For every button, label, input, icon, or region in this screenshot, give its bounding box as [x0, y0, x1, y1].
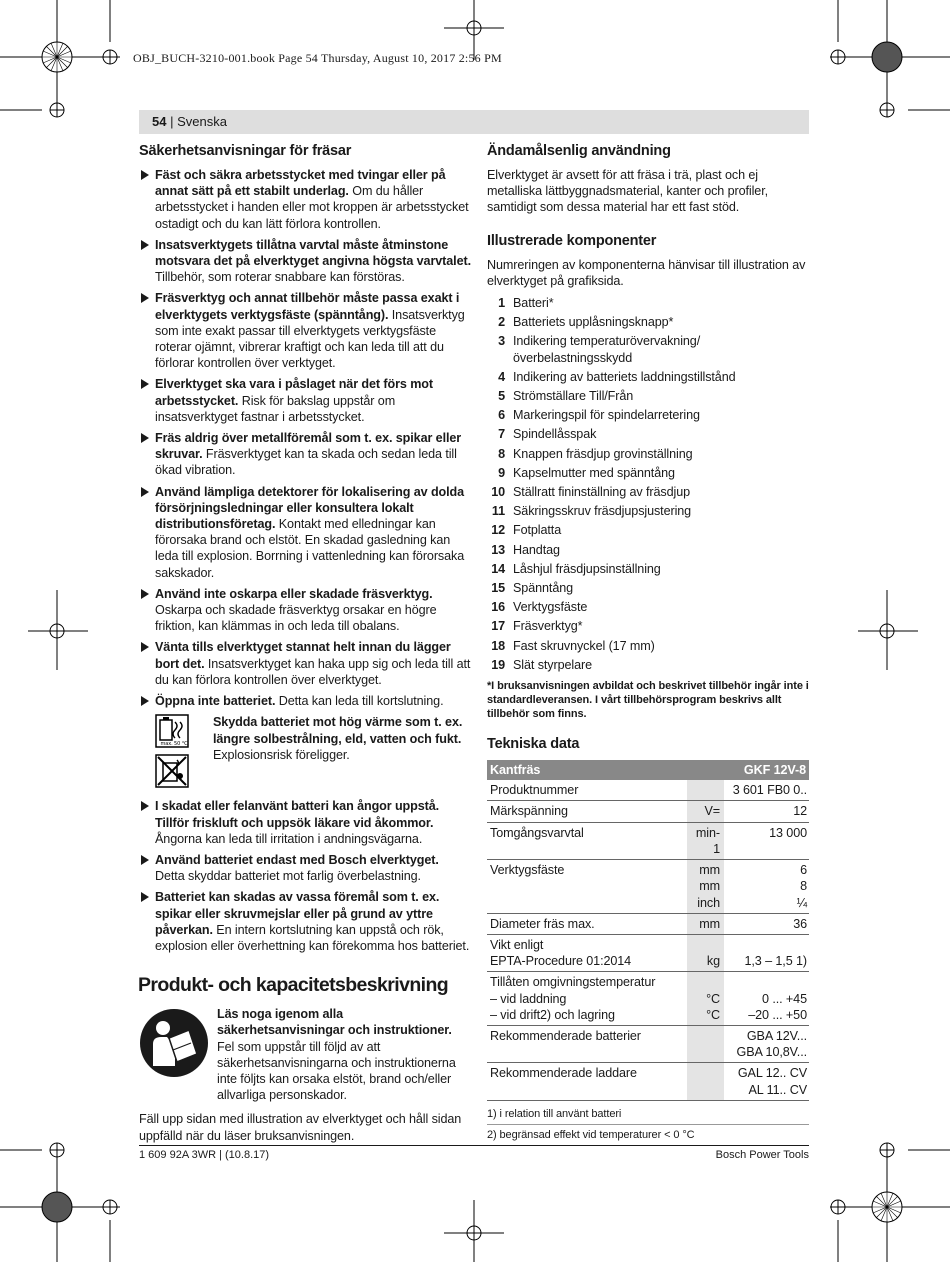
tech-label: Produktnummer — [487, 780, 687, 801]
safety-bullet — [139, 798, 471, 847]
component-label: Verktygsfäste — [513, 600, 588, 615]
tech-table-head — [487, 760, 809, 780]
bullet-triangle-icon — [141, 589, 149, 599]
bullet-triangle-icon — [141, 240, 149, 250]
component-item — [487, 388, 809, 404]
tech-unit — [687, 780, 724, 801]
tech-unit — [687, 1025, 724, 1062]
tech-head-value: GKF 12V-8 — [724, 760, 809, 780]
page-number: 54 — [152, 114, 167, 129]
tech-row — [487, 801, 809, 822]
component-number: 17 — [491, 619, 505, 634]
tech-row — [487, 934, 809, 971]
read-manual-icon — [139, 1008, 209, 1078]
component-number: 13 — [491, 542, 505, 557]
component-label: Slät styrpelare — [513, 657, 592, 672]
component-label: Låshjul fräsdjupsinställning — [513, 561, 661, 576]
tech-title: Tekniska data — [487, 736, 580, 753]
read-bold: Läs noga igenom alla säkerhetsanvisningar och instruktioner. — [217, 1007, 452, 1038]
bullet-bold: Använd lämpliga detektorer för lokalisering av dolda försörjningsledningar eller konsultera lokalt distributionsföretag. — [155, 484, 465, 532]
bullet-text: Detta skyddar batteriet mot farlig överbelastning. — [155, 869, 421, 884]
safety-bullet — [139, 167, 471, 232]
footer-left: 1 609 92A 3WR | (10.8.17) — [139, 1149, 270, 1161]
tech-label: Vikt enligt EPTA-Procedure 01:2014 — [487, 934, 687, 971]
safety-bullet — [139, 852, 471, 884]
tech-label: Verktygsfäste — [487, 860, 687, 914]
tech-label: Rekommenderade laddare — [487, 1063, 687, 1100]
component-label: Markeringspil för spindelarretering — [513, 408, 700, 423]
battery-warning — [155, 714, 471, 792]
bullet-text: Fräsverktyget kan ta skada och sedan leda till ökad vibration. — [155, 447, 457, 478]
component-label: Fräsverktyg* — [513, 619, 583, 634]
component-number: 16 — [491, 600, 505, 615]
bullet-text: Insatsverktyget kan haka upp sig och leda till att du kan förlora kontrollen över elverktyget. — [155, 656, 471, 687]
tech-value: 3 601 FB0 0.. — [724, 780, 809, 801]
component-item — [487, 446, 809, 462]
bullet-triangle-icon — [141, 293, 149, 303]
components-list — [487, 295, 809, 673]
component-item — [487, 522, 809, 538]
bullet-triangle-icon — [141, 170, 149, 180]
tech-label: Diameter fräs max. — [487, 913, 687, 934]
tech-head-label: Kantfräs — [487, 760, 687, 780]
component-number: 8 — [498, 446, 505, 461]
safety-bullet — [139, 484, 471, 581]
safety-bullet — [139, 290, 471, 371]
safety-bullet — [139, 586, 471, 635]
component-number: 3 — [498, 334, 505, 349]
component-item — [487, 580, 809, 596]
footnotes — [487, 1107, 809, 1146]
tech-label: Tillåten omgivningstemperatur – vid laddning – vid drift2) och lagring — [487, 972, 687, 1026]
tech-value: 0 ... +45 –20 ... +50 — [724, 972, 809, 1026]
bullet-triangle-icon — [141, 642, 149, 652]
component-number: 15 — [491, 581, 505, 596]
component-number: 14 — [491, 561, 505, 576]
footer-rule — [139, 1145, 809, 1146]
bullet-bold: Insatsverktygets tillåtna varvtal måste åtminstone motsvara det på elverktyget angivna högsta varvtalet. — [155, 237, 471, 269]
component-item — [487, 638, 809, 654]
bullet-text: En intern kortslutning kan uppstå och rök, explosion eller överhettning kan förekomma hos batteriet. — [155, 922, 470, 953]
component-item — [487, 657, 809, 673]
tech-row — [487, 1063, 809, 1100]
right-column — [487, 142, 809, 1149]
tech-value: GAL 12.. CV AL 11.. CV — [724, 1063, 809, 1100]
bullet-bold: Batteriet kan skadas av vassa föremål som t. ex. spikar eller skruvmejslar eller på grund av yttre påverkan. — [155, 890, 440, 937]
bullet-text: Insatsverktyg som inte exakt passar till elverktygets verktygsfäste roterar ojämnt, vibrerar kraftigt och kan leda till att du förlorar kontrollen över verktyget. — [155, 307, 465, 371]
component-item — [487, 561, 809, 577]
component-number: 4 — [498, 369, 505, 384]
tech-row — [487, 972, 809, 1026]
tech-row — [487, 1025, 809, 1062]
bullet-text: Detta kan leda till kortslutning. — [275, 694, 444, 709]
component-item — [487, 542, 809, 558]
bullet-text: Kontakt med elledningar kan förorsaka brand och elstöt. En skadad gasledning kan leda till explosion. Borrning i vattenledning kan förorsaka sakskador. — [155, 517, 465, 580]
component-item — [487, 333, 809, 365]
tech-value: 13 000 — [724, 822, 809, 859]
bullet-bold: Fäst och säkra arbetsstycket med tvingar eller på annat sätt på ett stabilt underlag. — [155, 168, 446, 199]
safety-bullet — [139, 639, 471, 688]
tech-row — [487, 860, 809, 914]
tech-label: Rekommenderade batterier — [487, 1025, 687, 1062]
component-number: 9 — [498, 465, 505, 480]
tech-unit: mm — [687, 913, 724, 934]
bullet-text: Om du håller arbetsstycket i handen eller mot kroppen är arbetsstycket ostadigt och du kan lätt förlora kontrollen. — [155, 184, 469, 231]
component-number: 6 — [498, 408, 505, 423]
safety-bullet — [139, 430, 471, 479]
component-number: 10 — [491, 485, 505, 500]
tech-row — [487, 780, 809, 801]
bullet-bold: I skadat eller felanvänt batteri kan ångor uppstå. Tillför friskluft och uppsök läkare vid åkommor. — [155, 799, 440, 830]
tech-row — [487, 913, 809, 934]
component-label: Knappen fräsdjup grovinställning — [513, 446, 693, 461]
bullet-triangle-icon — [141, 801, 149, 811]
component-number: 5 — [498, 389, 505, 404]
component-label: Indikering temperaturövervakning/överbelastningsskydd — [513, 334, 701, 365]
tech-table — [487, 760, 809, 1101]
tech-unit — [687, 1063, 724, 1100]
tech-label: Tomgångsvarvtal — [487, 822, 687, 859]
component-label: Handtag — [513, 542, 560, 557]
bullet-bold: Vänta tills elverktyget stannat helt innan du lägger bort det. — [155, 640, 451, 671]
tech-value: 1,3 – 1,5 1) — [724, 934, 809, 971]
bullet-bold: Fräs aldrig över metallföremål som t. ex. spikar eller skruvar. — [155, 431, 462, 462]
component-number: 7 — [498, 427, 505, 442]
component-item — [487, 465, 809, 481]
footnote: 2) begränsad effekt vid temperaturer < 0 °C — [487, 1128, 809, 1146]
component-label: Spänntång — [513, 581, 574, 596]
bullet-triangle-icon — [141, 892, 149, 902]
component-label: Fotplatta — [513, 523, 562, 538]
tech-label: Märkspänning — [487, 801, 687, 822]
page-header: 54 | Svenska — [139, 110, 809, 134]
component-item — [487, 369, 809, 385]
tech-unit: V= — [687, 801, 724, 822]
bullet-text: Ångorna kan leda till irritation i andningsvägarna. — [155, 831, 423, 846]
component-item — [487, 503, 809, 519]
bullet-text: Risk för bakslag uppstår om insatsverktyget fastnar i arbetsstycket. — [155, 393, 396, 424]
component-item — [487, 484, 809, 500]
bullet-bold: Använd inte oskarpa eller skadade fräsverktyg. — [155, 586, 433, 601]
safety-bullet — [139, 889, 471, 954]
tech-unit: kg — [687, 934, 724, 971]
bullet-triangle-icon — [141, 379, 149, 389]
component-label: Batteriets upplåsningsknapp* — [513, 315, 674, 330]
read-text: Fel som uppstår till följd av att säkerhetsanvisningarna och instruktionerna inte följts kan orsaka elstöt, brand och/eller allvarliga personskador. — [217, 1039, 456, 1103]
tech-value: 6 8 ¼ — [724, 860, 809, 914]
section-label: Svenska — [177, 114, 227, 129]
left-column — [139, 142, 471, 1150]
safety-list — [139, 167, 471, 709]
bullet-bold: Fräsverktyg och annat tillbehör måste passa exakt i elverktygets verktygsfäste (spänntång). — [155, 291, 460, 322]
tech-unit: min-1 — [687, 822, 724, 859]
footer-right: Bosch Power Tools — [715, 1149, 809, 1161]
component-number: 12 — [491, 523, 505, 538]
component-label: Spindellåsspak — [513, 427, 597, 442]
safety-bullet — [139, 376, 471, 425]
safety-bullet — [139, 237, 471, 286]
component-item — [487, 407, 809, 423]
components-note: *I bruksanvisningen avbildat och beskrivet tillbehör ingår inte i standardleveransen. I vårt tillbehörsprogram beskrivs allt tillbehör som finns. — [487, 680, 809, 721]
footnote: 1) i relation till använt batteri — [487, 1107, 809, 1125]
bullet-text: Tillbehör, som roterar snabbare kan förstöras. — [155, 270, 405, 285]
heat-warning-icon — [155, 714, 189, 748]
product-title: Produkt- och kapacitetsbeskrivning — [138, 974, 449, 997]
component-label: Indikering av batteriets laddningstillstånd — [513, 369, 736, 384]
file-info: OBJ_BUCH-3210-001.book Page 54 Thursday, August 10, 2017 2:56 PM — [133, 51, 502, 65]
battery-list — [139, 798, 471, 954]
bullet-bold: Elverktyget ska vara i påslaget när det förs mot arbetsstycket. — [155, 377, 433, 408]
component-label: Fast skruvnyckel (17 mm) — [513, 638, 655, 653]
intended-use-title: Ändamålsenlig användning — [487, 143, 671, 159]
component-number: 2 — [498, 315, 505, 330]
component-label: Batteri* — [513, 296, 554, 311]
component-item — [487, 599, 809, 615]
intended-use-text: Elverktyget är avsett för att fräsa i trä, plast och ej metalliska lättbyggnadsmaterial, kanter och profiler, samtidigt som dessa material har ett fast stöd. — [487, 168, 768, 215]
component-item — [487, 618, 809, 634]
component-number: 1 — [498, 296, 505, 311]
component-number: 11 — [491, 504, 505, 519]
component-label: Strömställare Till/Från — [513, 389, 634, 404]
bullet-bold: Använd batteriet endast med Bosch elverktyget. — [155, 852, 439, 867]
component-number: 18 — [491, 638, 505, 653]
component-item — [487, 426, 809, 442]
component-item — [487, 314, 809, 330]
battery-warning-text: Explosionsrisk föreligger. — [213, 747, 350, 762]
component-number: 19 — [491, 657, 505, 672]
bullet-triangle-icon — [141, 855, 149, 865]
tech-value: GBA 12V... GBA 10,8V... — [724, 1025, 809, 1062]
tech-row — [487, 822, 809, 859]
safety-bullet — [139, 693, 471, 709]
component-label: Ställratt fininställning av fräsdjup — [513, 485, 691, 500]
bullet-bold: Öppna inte batteriet. — [155, 694, 276, 709]
read-instructions — [139, 1006, 471, 1103]
tech-unit: °C °C — [687, 972, 724, 1026]
bullet-triangle-icon — [141, 433, 149, 443]
tech-value: 36 — [724, 913, 809, 934]
component-label: Säkringsskruv fräsdjupsjustering — [513, 504, 692, 519]
component-label: Kapselmutter med spänntång — [513, 465, 675, 480]
bullet-triangle-icon — [141, 696, 149, 706]
bullet-text: Oskarpa och skadade fräsverktyg orsakar en högre friktion, kan klämmas in och leda till obalans. — [155, 603, 437, 634]
components-intro: Numreringen av komponenterna hänvisar till illustration av elverktyget på grafiksida. — [487, 257, 806, 288]
no-water-fire-icon — [155, 754, 189, 788]
bullet-triangle-icon — [141, 487, 149, 497]
battery-warning-bold: Skydda batteriet mot hög värme som t. ex. längre solbestrålning, eld, vatten och fukt. — [213, 715, 463, 746]
component-item — [487, 295, 809, 311]
tech-unit: mm mm inch — [687, 860, 724, 914]
components-title: Illustrerade komponenter — [487, 232, 657, 249]
tech-value: 12 — [724, 801, 809, 822]
safety-title: Säkerhetsanvisningar för fräsar — [139, 143, 352, 159]
heat-icon-label: max. 50 °C — [160, 741, 188, 748]
fold-text: Fäll upp sidan med illustration av elverktyget och håll sidan uppfälld när du läser bruksanvisningen. — [139, 1112, 462, 1143]
